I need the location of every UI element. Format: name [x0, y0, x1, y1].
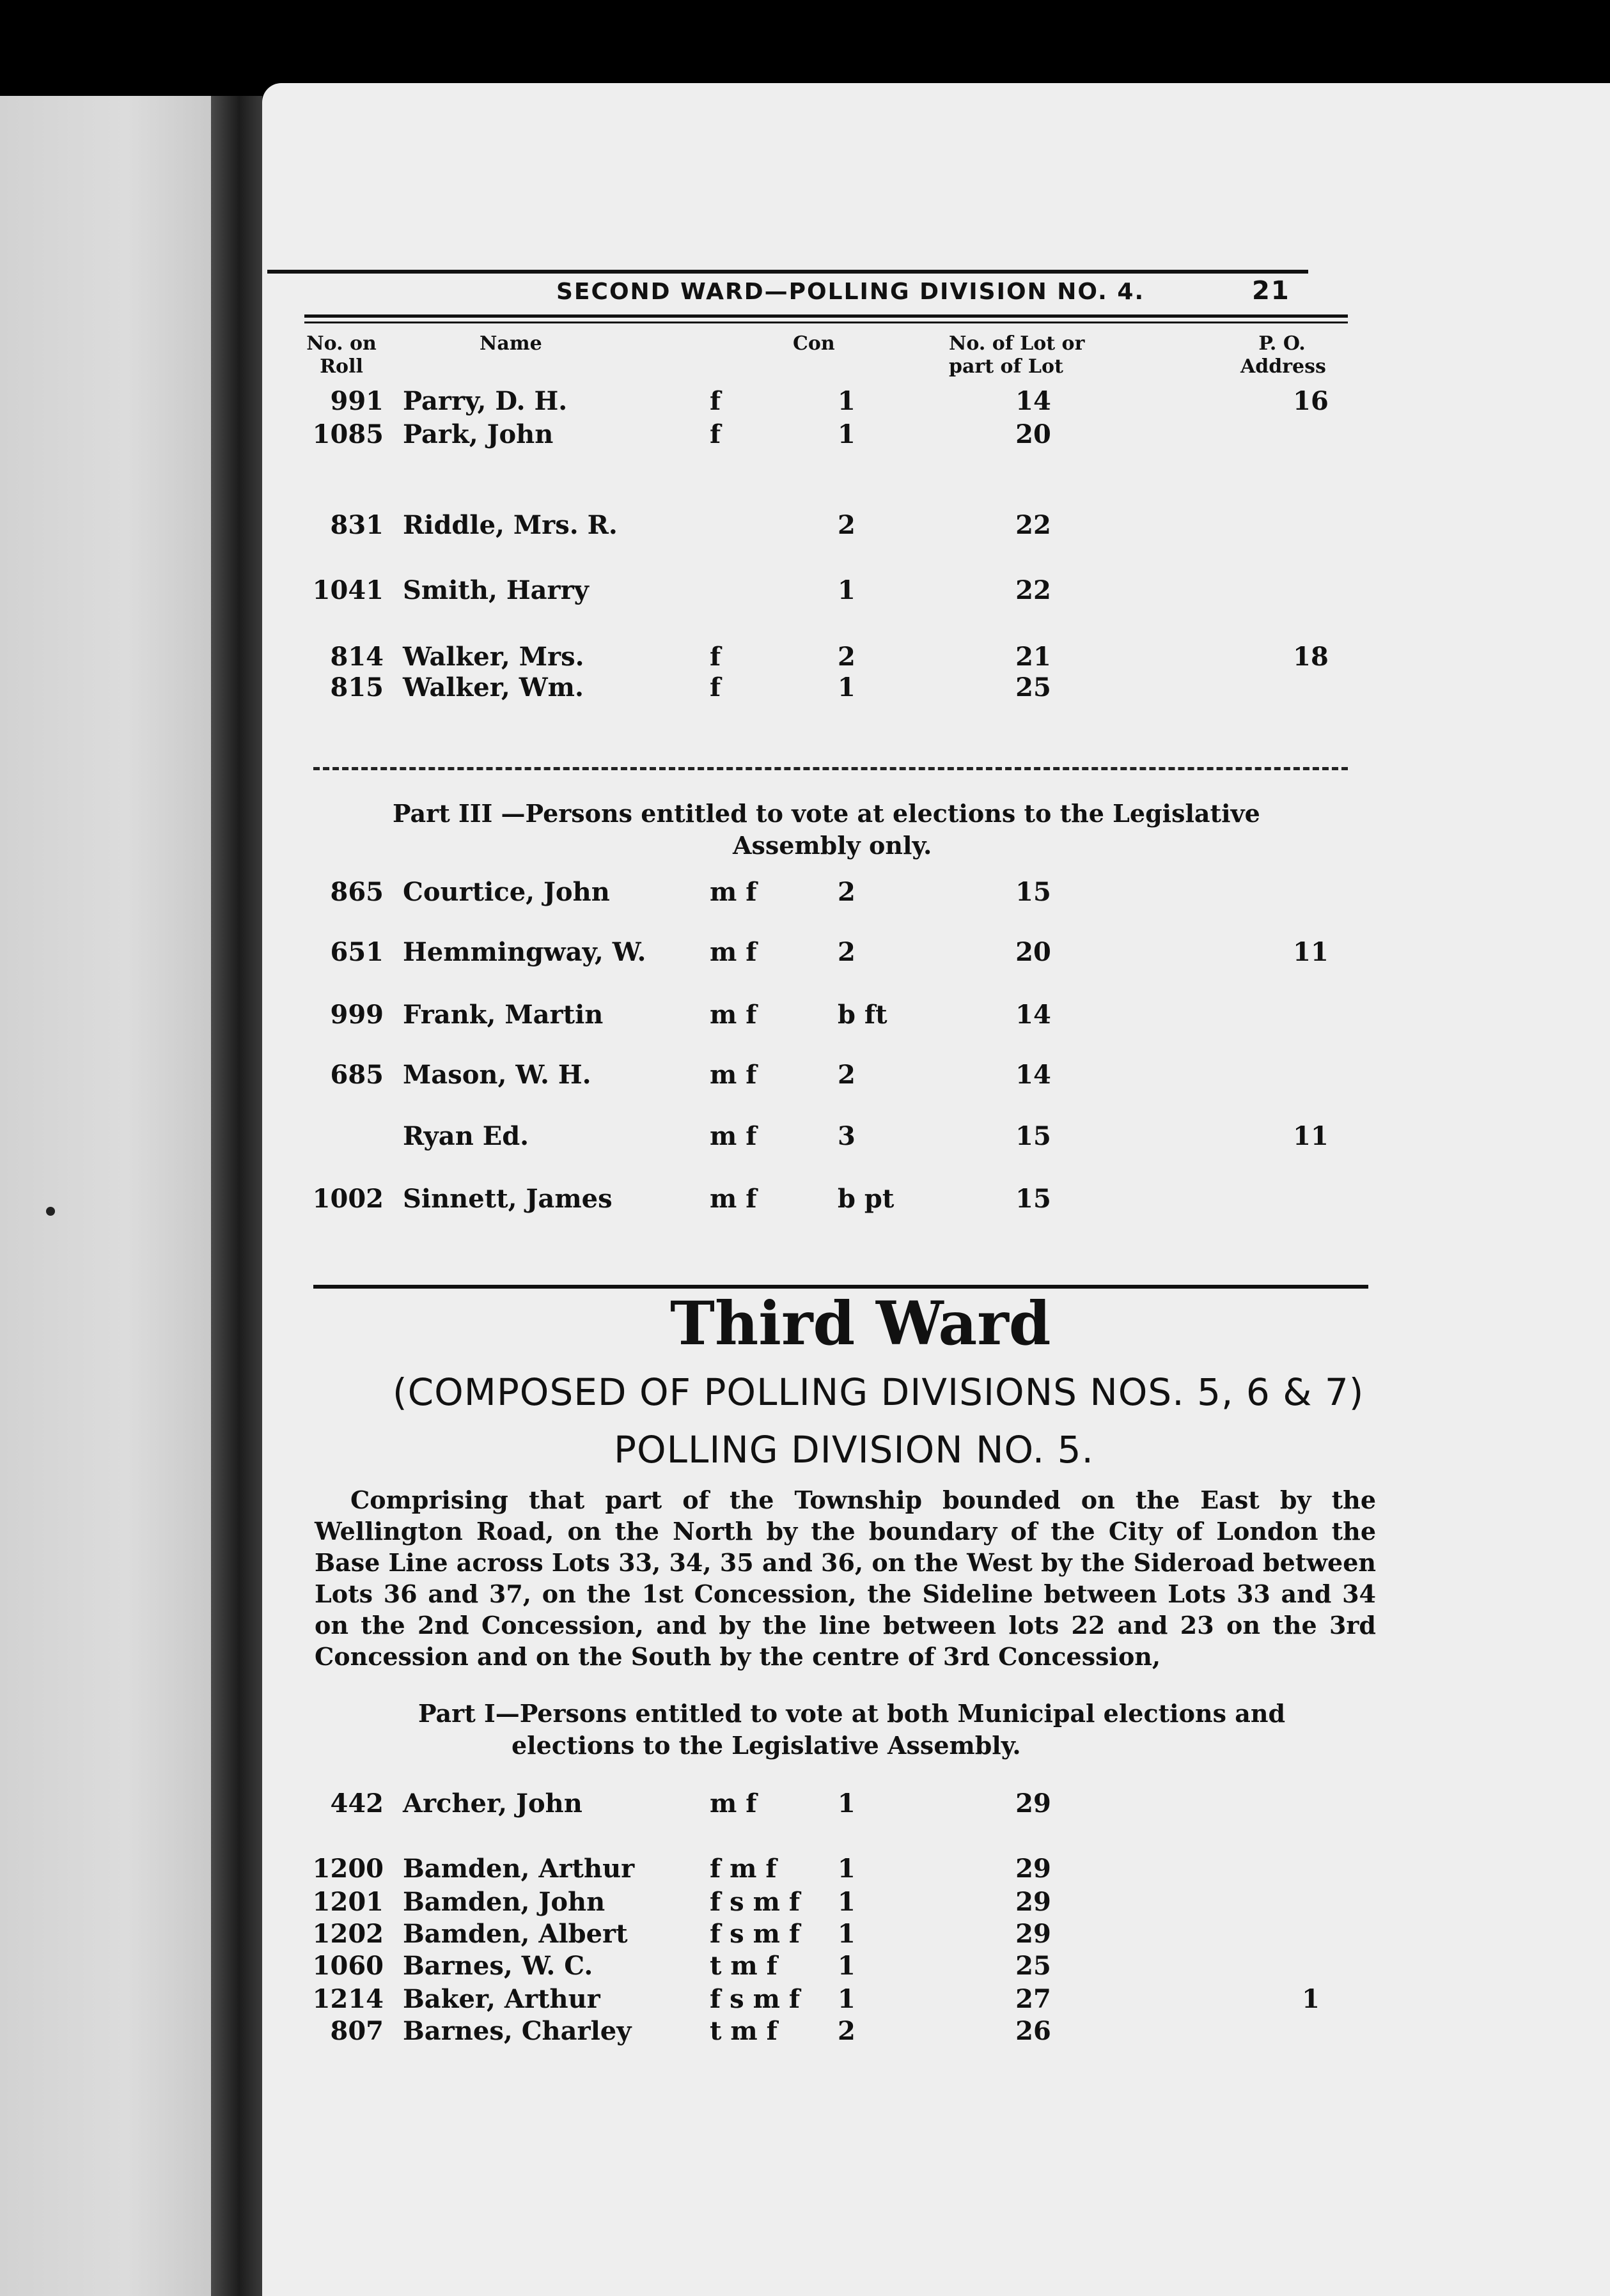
lot-number: 14 — [1015, 1000, 1051, 1030]
qualification: f — [710, 672, 721, 702]
table-row — [0, 1790, 1610, 1820]
qualification: m f — [710, 937, 757, 967]
voter-name: Bamden, Arthur — [403, 1854, 635, 1884]
header-rule-1 — [304, 314, 1348, 318]
table-row — [0, 577, 1610, 607]
concession: 2 — [838, 510, 856, 540]
table-row — [0, 1122, 1610, 1153]
table-row — [0, 2017, 1610, 2048]
scan-border — [0, 0, 1610, 96]
polling-division-heading: POLLING DIVISION NO. 5. — [614, 1428, 1094, 1471]
col-header-name: Name — [480, 332, 542, 355]
po-address: 11 — [1293, 937, 1329, 967]
po-address: 18 — [1293, 642, 1329, 672]
voter-name: Barnes, Charley — [403, 2016, 632, 2046]
lot-number: 20 — [1015, 419, 1051, 449]
voter-name: Bamden, John — [403, 1887, 606, 1917]
lot-number: 25 — [1015, 672, 1051, 702]
section-separator — [313, 767, 1348, 770]
concession: 1 — [838, 386, 856, 416]
qualification: t m f — [710, 2016, 778, 2046]
roll-number: 442 — [330, 1788, 384, 1819]
table-row — [0, 1001, 1610, 1032]
voter-name: Smith, Harry — [403, 575, 589, 605]
roll-number: 1002 — [312, 1184, 384, 1214]
table-row — [0, 1888, 1610, 1919]
roll-number: 1200 — [312, 1854, 384, 1884]
voter-name: Ryan Ed. — [403, 1121, 529, 1151]
qualification: f s m f — [710, 1984, 801, 2014]
part1-label-line2: elections to the Legislative Assembly. — [512, 1731, 1021, 1760]
po-address: 1 — [1302, 1984, 1320, 2014]
lot-number: 21 — [1015, 642, 1051, 672]
table-row — [0, 674, 1610, 704]
col-header-lot: No. of Lot or part of Lot — [949, 332, 1085, 378]
qualification: f s m f — [710, 1887, 801, 1917]
concession: 1 — [838, 1951, 856, 1981]
table-row — [0, 387, 1610, 418]
concession: b ft — [838, 1000, 887, 1030]
lot-number: 29 — [1015, 1919, 1051, 1949]
qualification: m f — [710, 1184, 757, 1214]
col-header-roll: No. on Roll — [306, 332, 377, 378]
table-row — [0, 1855, 1610, 1886]
lot-number: 14 — [1015, 1060, 1051, 1090]
roll-number: 651 — [330, 937, 384, 967]
qualification: m f — [710, 1000, 757, 1030]
voter-name: Riddle, Mrs. R. — [403, 510, 618, 540]
part3-label-line1: Part III —Persons entitled to vote at elections to the Legislative — [393, 799, 1260, 828]
concession: 1 — [838, 575, 856, 605]
qualification: f s m f — [710, 1919, 801, 1949]
lot-number: 14 — [1015, 386, 1051, 416]
table-row — [0, 1952, 1610, 1983]
concession: 1 — [838, 672, 856, 702]
part3-label-line2: Assembly only. — [733, 831, 932, 860]
lot-number: 29 — [1015, 1854, 1051, 1884]
page-number: 21 — [1252, 276, 1290, 306]
third-ward-composition: (COMPOSED OF POLLING DIVISIONS NOS. 5, 6 & 7) — [393, 1370, 1364, 1414]
lot-number: 29 — [1015, 1788, 1051, 1819]
qualification: f — [710, 386, 721, 416]
table-row — [0, 878, 1610, 909]
concession: 1 — [838, 419, 856, 449]
qualification: m f — [710, 1060, 757, 1090]
concession: 1 — [838, 1919, 856, 1949]
voter-name: Park, John — [403, 419, 554, 449]
roll-number: 1041 — [312, 575, 384, 605]
concession: 3 — [838, 1121, 856, 1151]
lot-number: 26 — [1015, 2016, 1051, 2046]
qualification: t m f — [710, 1951, 778, 1981]
concession: 1 — [838, 1984, 856, 2014]
lot-number: 25 — [1015, 1951, 1051, 1981]
po-address: 16 — [1293, 386, 1329, 416]
col-header-con: Con — [793, 332, 835, 355]
voter-name: Mason, W. H. — [403, 1060, 591, 1090]
voter-name: Hemmingway, W. — [403, 937, 646, 967]
roll-number: 991 — [330, 386, 384, 416]
qualification: f — [710, 642, 721, 672]
voter-name: Walker, Mrs. — [403, 642, 584, 672]
roll-number: 999 — [330, 1000, 384, 1030]
concession: b pt — [838, 1184, 895, 1214]
voter-name: Frank, Martin — [403, 1000, 604, 1030]
concession: 1 — [838, 1887, 856, 1917]
col-header-address: P. O. Address — [1240, 332, 1326, 378]
concession: 2 — [838, 937, 856, 967]
lot-number: 20 — [1015, 937, 1051, 967]
voter-name: Archer, John — [403, 1788, 582, 1819]
table-row — [0, 421, 1610, 451]
table-row — [0, 1185, 1610, 1216]
roll-number: 1085 — [312, 419, 384, 449]
lot-number: 29 — [1015, 1887, 1051, 1917]
voter-name: Baker, Arthur — [403, 1984, 600, 2014]
voter-name: Barnes, W. C. — [403, 1951, 593, 1981]
roll-number: 1214 — [312, 1984, 384, 2014]
voter-name: Bamden, Albert — [403, 1919, 628, 1949]
third-ward-title: Third Ward — [670, 1289, 1051, 1359]
voter-name: Sinnett, James — [403, 1184, 613, 1214]
roll-number: 1060 — [312, 1951, 384, 1981]
table-row — [0, 1920, 1610, 1951]
lot-number: 22 — [1015, 575, 1051, 605]
concession: 2 — [838, 2016, 856, 2046]
roll-number: 814 — [330, 642, 384, 672]
voter-name: Walker, Wm. — [403, 672, 584, 702]
roll-number: 1201 — [312, 1887, 384, 1917]
qualification: m f — [710, 1788, 757, 1819]
po-address: 11 — [1293, 1121, 1329, 1151]
roll-number: 831 — [330, 510, 384, 540]
lot-number: 15 — [1015, 1121, 1051, 1151]
division-description: Comprising that part of the Township bounded on the East by the Wellington Road, on the North by the boundary of the City of London the Base Line across Lots 33, 34, 35 and 36, on the West by the Sideroad between Lots 36 and 37, on the 1st Concession, the Sideline between Lots 33 and 34 on the 2nd Concession, and by the line between lots 22 and 23 on the 3rd Concession and on the South by the centre of 3rd Concession, — [315, 1485, 1376, 1671]
header-rule-2 — [304, 322, 1348, 323]
concession: 1 — [838, 1854, 856, 1884]
table-row — [0, 643, 1610, 674]
table-row — [0, 511, 1610, 542]
qualification: f m f — [710, 1854, 777, 1884]
table-row — [0, 938, 1610, 969]
qualification: m f — [710, 877, 757, 907]
table-row — [0, 1985, 1610, 2016]
roll-number: 865 — [330, 877, 384, 907]
qualification: m f — [710, 1121, 757, 1151]
roll-number: 1202 — [312, 1919, 384, 1949]
voter-name: Parry, D. H. — [403, 386, 568, 416]
roll-number: 815 — [330, 672, 384, 702]
running-header-title: SECOND WARD—POLLING DIVISION NO. 4. — [556, 279, 1145, 305]
part1-label-line1: Part I—Persons entitled to vote at both Municipal elections and — [418, 1699, 1286, 1728]
roll-number: 685 — [330, 1060, 384, 1090]
table-row — [0, 1061, 1610, 1092]
concession: 2 — [838, 877, 856, 907]
qualification: f — [710, 419, 721, 449]
concession: 2 — [838, 642, 856, 672]
voter-name: Courtice, John — [403, 877, 610, 907]
header-top-rule — [267, 270, 1308, 274]
concession: 2 — [838, 1060, 856, 1090]
lot-number: 15 — [1015, 877, 1051, 907]
lot-number: 27 — [1015, 1984, 1051, 2014]
roll-number: 807 — [330, 2016, 384, 2046]
concession: 1 — [838, 1788, 856, 1819]
lot-number: 22 — [1015, 510, 1051, 540]
lot-number: 15 — [1015, 1184, 1051, 1214]
